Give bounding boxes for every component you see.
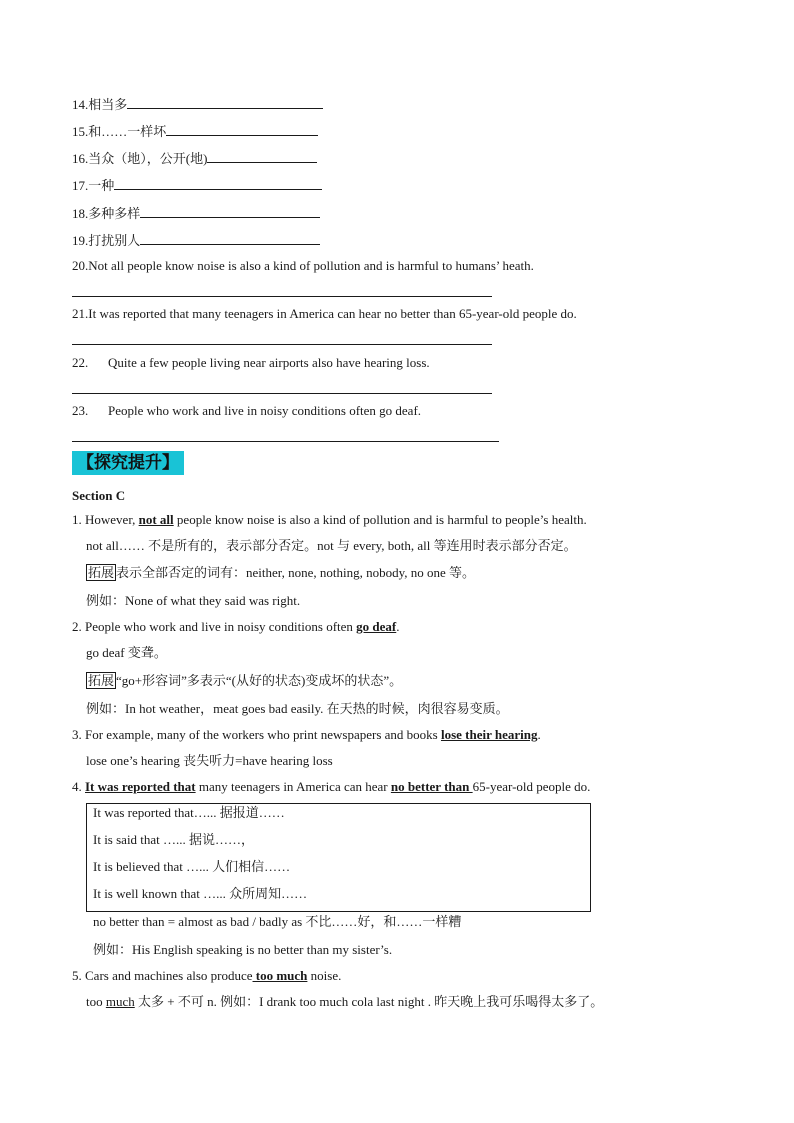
- note-text: too: [86, 994, 106, 1009]
- phrase-box-line: It was reported that…... 据报道……: [93, 805, 285, 820]
- key-phrase: It was reported that: [85, 779, 196, 794]
- answer-line[interactable]: [72, 296, 492, 297]
- vocab-item-label: 19.打扰别人: [72, 233, 141, 248]
- answer-blank[interactable]: [127, 96, 323, 109]
- translation-sentence-23: [72, 403, 421, 419]
- note-2-explanation: go deaf 变聋。: [86, 645, 167, 660]
- extension-tag: 拓展: [88, 673, 115, 688]
- note-text: .: [396, 619, 400, 634]
- sentence-text: People who work and live in noisy conditions often go deaf.: [108, 403, 422, 418]
- translation-sentence-22: [72, 355, 430, 371]
- note-5-sentence: [72, 968, 341, 984]
- note-text: .: [537, 727, 541, 742]
- vocab-item-16: [72, 150, 317, 167]
- sentence-number: 23.: [72, 403, 89, 418]
- vocab-item-17: [72, 177, 322, 194]
- note-text: 1. However,: [72, 512, 139, 527]
- key-phrase: go deaf: [356, 619, 397, 634]
- key-phrase: not all: [138, 512, 174, 527]
- note-text: 2. People who work and live in noisy conditions often: [72, 619, 357, 634]
- note-text: 65-year-old people do.: [472, 779, 591, 794]
- key-word: much: [105, 994, 135, 1009]
- note-5-explanation: [86, 994, 603, 1010]
- sentence-number: 20.: [72, 258, 89, 273]
- note-4-explanation: no better than = almost as bad / badly as 不比……好，和……一样糟: [93, 914, 462, 929]
- vocab-item-14: [72, 96, 323, 113]
- note-2-example: 例如：In hot weather，meat goes bad easily. 在天热的时候，肉很容易变质。: [86, 701, 509, 716]
- answer-blank[interactable]: [166, 123, 318, 136]
- section-title: Section C: [72, 488, 126, 503]
- note-text: 5. Cars and machines also produce: [72, 968, 253, 983]
- translation-sentence-21: [72, 306, 577, 322]
- section-heading-banner: 【探究提升】: [72, 451, 184, 475]
- note-text: many teenagers in America can hear: [195, 779, 391, 794]
- extension-tag: 拓展: [88, 565, 115, 580]
- note-text: noise.: [307, 968, 342, 983]
- answer-blank[interactable]: [140, 232, 320, 245]
- note-1-extension: [86, 565, 475, 581]
- vocab-item-19: [72, 232, 320, 249]
- vocab-item-label: 16.当众（地），公开(地): [72, 151, 208, 166]
- sentence-text: Quite a few people living near airports also have hearing loss.: [108, 355, 430, 370]
- answer-blank[interactable]: [140, 205, 320, 218]
- answer-line[interactable]: [72, 344, 492, 345]
- sentence-text: Not all people know noise is also a kind of pollution and is harmful to humans’ heath.: [88, 258, 534, 273]
- answer-line[interactable]: [72, 441, 499, 442]
- note-3-explanation: lose one’s hearing 丧失听力=have hearing loss: [86, 753, 333, 768]
- phrase-box-line: It is believed that …... 人们相信……: [93, 859, 291, 874]
- phrase-box-line: It is said that …... 据说……，: [93, 832, 255, 847]
- note-text: 4.: [72, 779, 85, 794]
- note-4-example: 例如：His English speaking is no better than my sister’s.: [93, 942, 393, 957]
- translation-sentence-20: [72, 258, 534, 274]
- note-1-sentence: [72, 512, 587, 528]
- sentence-number: 22.: [72, 355, 89, 370]
- vocab-item-18: [72, 205, 320, 222]
- note-text: 太多 + 不可 n. 例如：I drank too much cola last night . 昨天晚上我可乐喝得太多了。: [134, 994, 604, 1009]
- vocab-item-label: 17.一种: [72, 178, 115, 193]
- vocab-item-label: 14.相当多: [72, 97, 128, 112]
- vocab-item-label: 18.多种多样: [72, 206, 141, 221]
- vocab-item-15: [72, 123, 318, 140]
- sentence-number: 21.: [72, 306, 89, 321]
- answer-line[interactable]: [72, 393, 492, 394]
- note-text: 表示全部否定的词有：neither, none, nothing, nobody, no one 等。: [116, 565, 476, 580]
- sentence-text: It was reported that many teenagers in America can hear no better than 65-year-old people do.: [88, 306, 577, 321]
- key-phrase: lose their hearing: [440, 727, 538, 742]
- note-text: people know noise is also a kind of pollution and is harmful to people’s health.: [173, 512, 587, 527]
- answer-blank[interactable]: [114, 177, 322, 190]
- phrase-box-line: It is well known that …... 众所周知……: [93, 886, 308, 901]
- vocab-item-label: 15.和……一样坏: [72, 124, 167, 139]
- note-2-extension: [86, 673, 402, 689]
- note-1-example: 例如：None of what they said was right.: [86, 593, 301, 608]
- note-2-sentence: [72, 619, 400, 635]
- note-1-explanation: not all…… 不是所有的，表示部分否定。not 与 every, both, all 等连用时表示部分否定。: [86, 538, 577, 553]
- note-text: “go+形容词”多表示“(从好的状态)变成坏的状态”。: [116, 673, 403, 688]
- note-4-sentence: [72, 779, 590, 795]
- key-phrase: too much: [252, 968, 308, 983]
- answer-blank[interactable]: [207, 150, 317, 163]
- key-phrase: no better than: [390, 779, 473, 794]
- note-3-sentence: [72, 727, 541, 743]
- note-text: 3. For example, many of the workers who print newspapers and books: [72, 727, 441, 742]
